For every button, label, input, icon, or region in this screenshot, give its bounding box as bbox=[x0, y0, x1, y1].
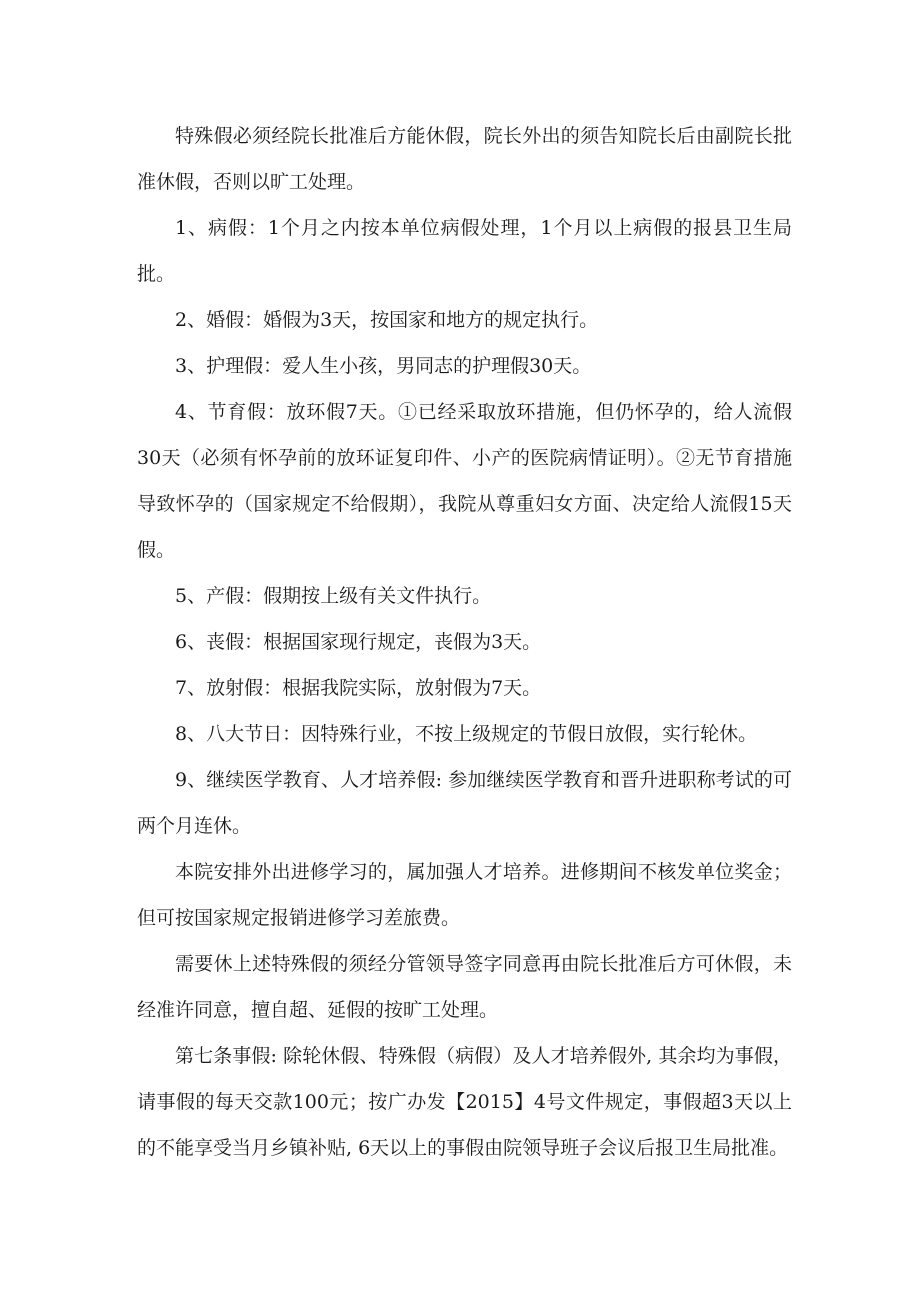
paragraph-training: 本院安排外出进修学习的，属加强人才培养。进修期间不核发单位奖金；但可按国家规定报销进修学习差旅费。 bbox=[137, 861, 792, 929]
paragraph-nursing-leave: 3、护理假：爱人生小孩，男同志的护理假30天。 bbox=[175, 355, 592, 377]
paragraph-article-seven: 第七条事假: 除轮休假、特殊假（病假）及人才培养假外, 其余均为事假，请事假的每天交款100元；按广办发【2015】4号文件规定，事假超3天以上的不能享受当月乡镇补贴, 6天以上的事假由院领导班子会议后报卫生局批准。 bbox=[137, 1045, 792, 1159]
paragraph-education-leave: 9、继续医学教育、人才培养假: 参加继续医学教育和晋升进职称考试的可两个月连休。 bbox=[137, 769, 792, 837]
paragraph-approval: 需要休上述特殊假的须经分管领导签字同意再由院长批准后方可休假，未经准许同意，擅自超、延假的按旷工处理。 bbox=[137, 953, 792, 1021]
paragraph-special-leave: 特殊假必须经院长批准后方能休假，院长外出的须告知院长后由副院长批准休假，否则以旷工处理。 bbox=[137, 125, 792, 193]
paragraph-maternity-leave: 5、产假：假期按上级有关文件执行。 bbox=[175, 585, 492, 607]
paragraph-birth-control-leave: 4、节育假：放环假7天。①已经采取放环措施，但仍怀孕的，给人流假30天（必须有怀孕前的放环证复印件、小产的医院病情证明）。②无节育措施导致怀孕的（国家规定不给假期），我院从尊重妇女方面、决定给人流假15天假。 bbox=[137, 401, 792, 561]
document-page bbox=[137, 113, 792, 1171]
paragraph-holidays: 8、八大节日：因特殊行业，不按上级规定的节假日放假，实行轮休。 bbox=[175, 723, 758, 745]
paragraph-marriage-leave: 2、婚假：婚假为3天，按国家和地方的规定执行。 bbox=[175, 309, 599, 331]
paragraph-bereavement-leave: 6、丧假：根据国家现行规定，丧假为3天。 bbox=[175, 631, 542, 653]
paragraph-sick-leave: 1、病假：1个月之内按本单位病假处理，1个月以上病假的报县卫生局批。 bbox=[137, 217, 792, 285]
paragraph-radiation-leave: 7、放射假：根据我院实际，放射假为7天。 bbox=[175, 677, 542, 699]
